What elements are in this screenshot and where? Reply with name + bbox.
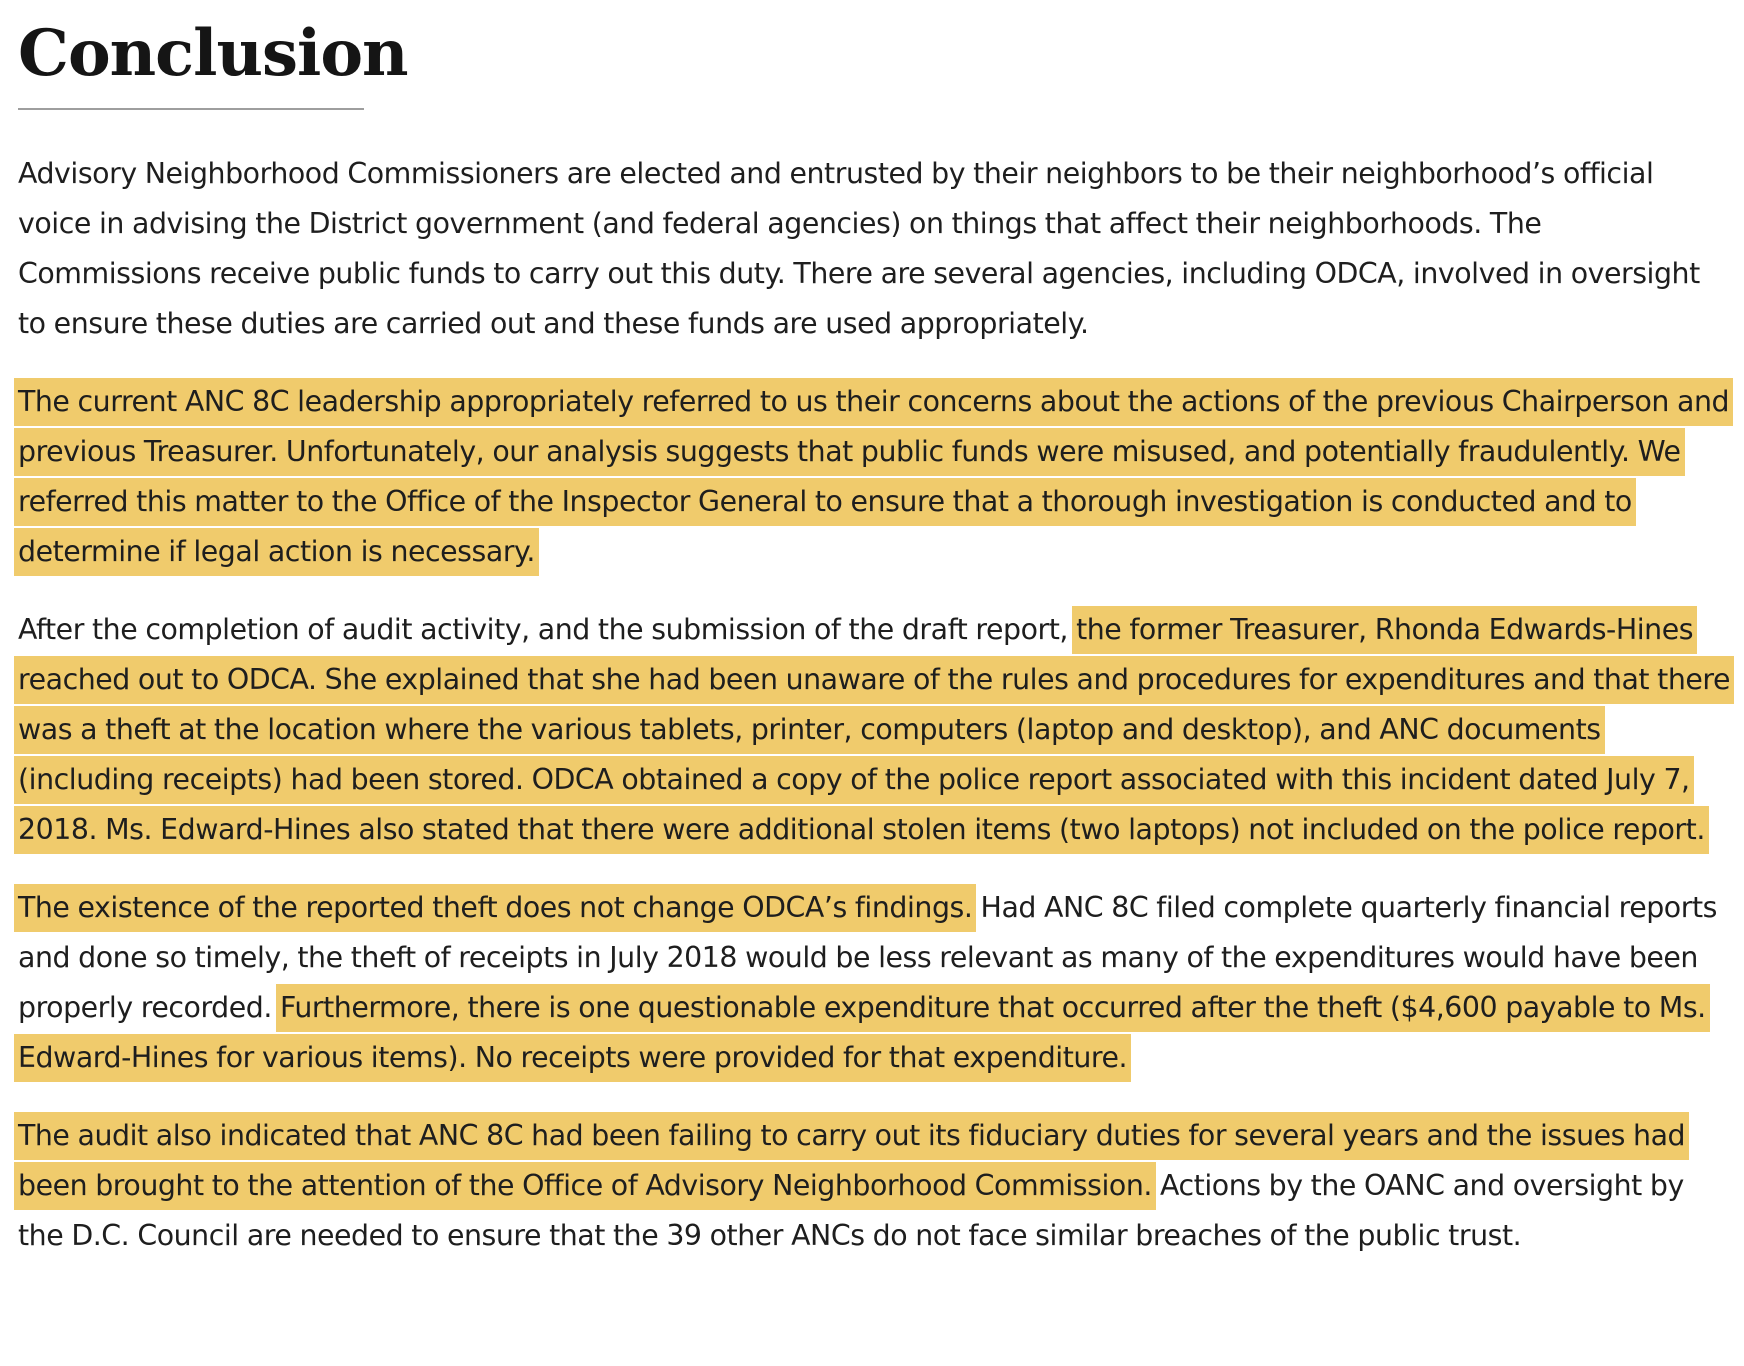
- paragraph-fiduciary-duties: [18, 1111, 1730, 1261]
- paragraph-theft-findings: [18, 883, 1730, 1083]
- text-segment: Advisory Neighborhood Commissioners are elected and entrusted by their neighbors to be their neighborhood’s official voice in advising the District government (and federal agencies) on things that affect their neighborhoods. The Commissions receive public funds to carry out this duty. There are several agencies, including ODCA, involved in oversight to ensure these duties are carried out and these funds are used appropriately.: [18, 157, 1700, 340]
- highlighted-text: The audit also indicated that ANC 8C had been failing to carry out its fiduciary duties for several years and the issues had been brought to the attention of the Office of Advisory Neighborhood Commission.: [18, 1112, 1685, 1210]
- paragraph-intro: [18, 149, 1730, 349]
- document: [18, 14, 1730, 1289]
- text-segment: After the completion of audit activity, and the submission of the draft report,: [18, 613, 1077, 646]
- highlighted-text: The existence of the reported theft does not change ODCA’s findings.: [18, 884, 972, 932]
- highlighted-text: The current ANC 8C leadership appropriately referred to us their concerns about the actions of the previous Chairperson and previous Treasurer. Unfortunately, our analysis suggests that public funds were misused, and potentially fraudulently. We referred this matter to the Office of the Inspector General to ensure that a thorough investigation is conducted and to determine if legal action is necessary.: [18, 378, 1729, 576]
- page-title: Conclusion: [18, 16, 408, 91]
- highlighted-text: Furthermore, there is one questionable expenditure that occurred after the theft ($4,600 payable to Ms. Edward-Hines for various items). No receipts were provided for that expenditure.: [18, 984, 1706, 1082]
- highlighted-text: the former Treasurer, Rhonda Edwards-Hines reached out to ODCA. She explained that she had been unaware of the rules and procedures for expenditures and that there was a theft at the location where the various tablets, printer, computers (laptop and desktop), and ANC documents (including receipts) had been stored. ODCA obtained a copy of the police report associated with this incident dated July 7, 2018. Ms. Edward-Hines also stated that there were additional stolen items (two laptops) not included on the police report.: [18, 606, 1730, 854]
- heading-divider: [18, 108, 364, 110]
- paragraph-referral: [18, 377, 1730, 577]
- paragraph-treasurer-response: [18, 605, 1730, 855]
- text-segment: Had ANC 8C filed complete quarterly financial reports and done so timely, the theft of receipts in July 2018 would be less relevant as many of the expenditures would have been properly recorded.: [18, 891, 1717, 1024]
- text-segment: Actions by the OANC and oversight by the D.C. Council are needed to ensure that the 39 other ANCs do not face similar breaches of the public trust.: [18, 1169, 1684, 1252]
